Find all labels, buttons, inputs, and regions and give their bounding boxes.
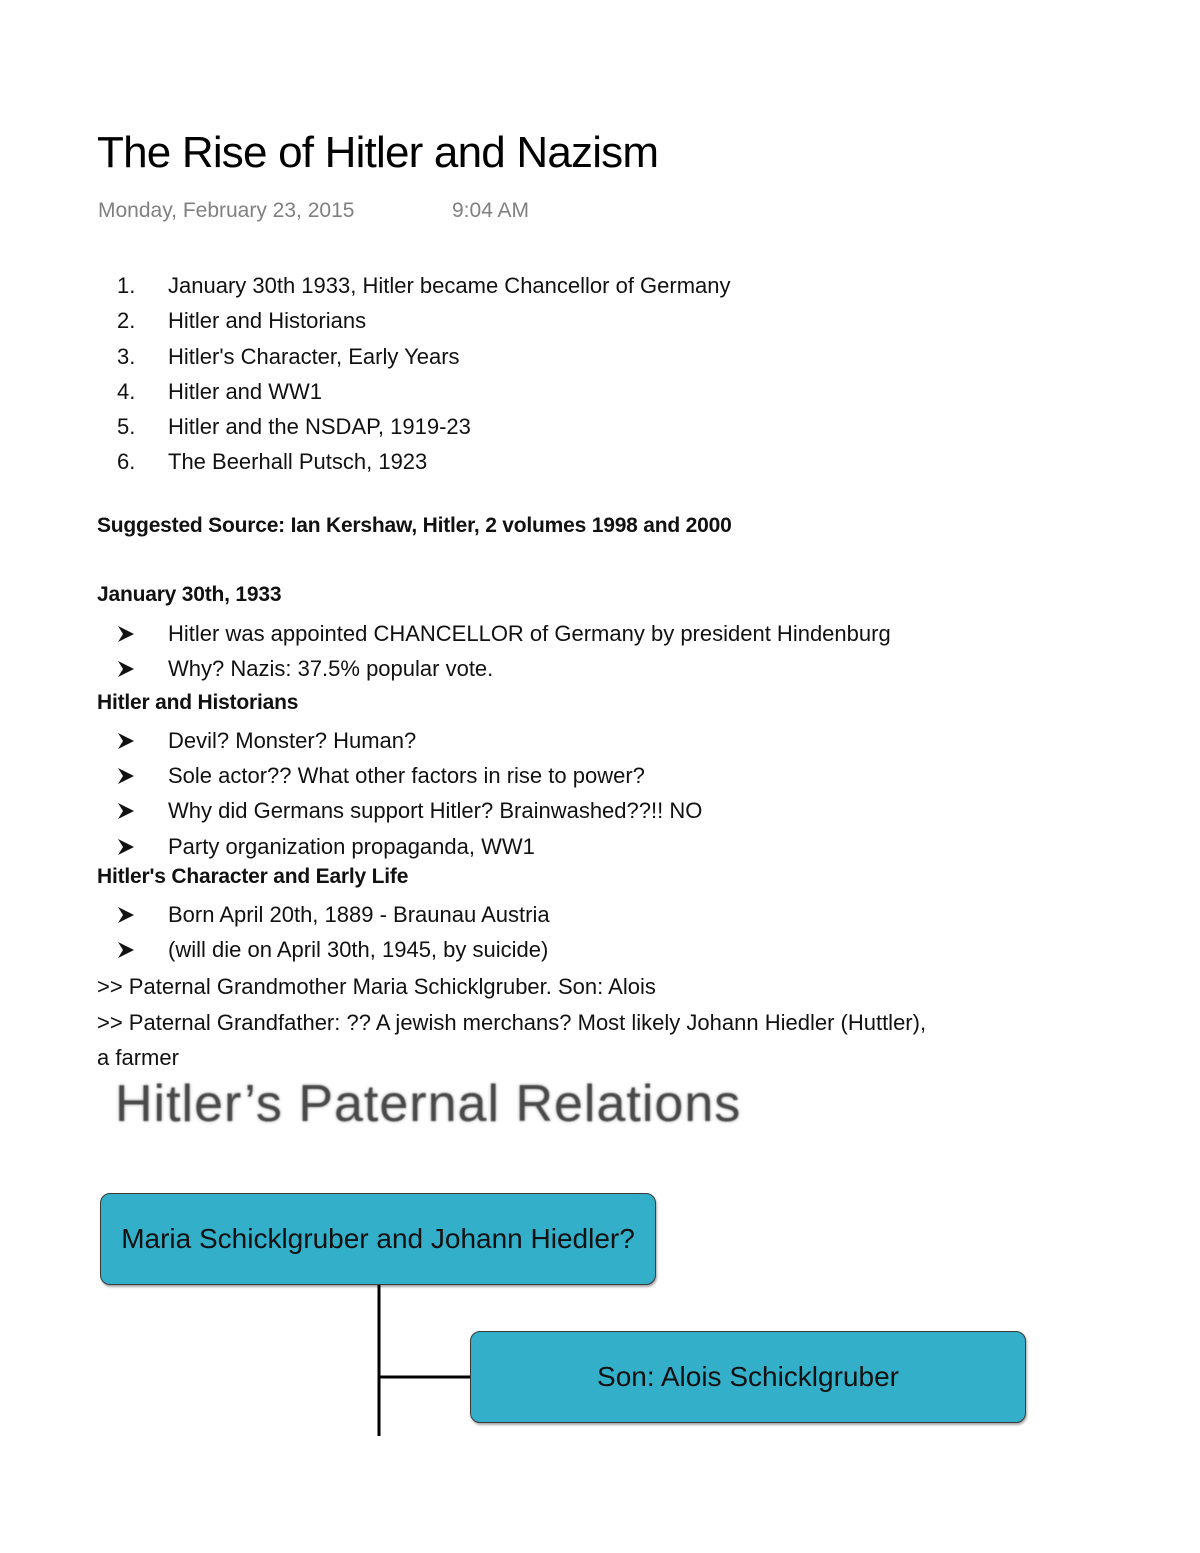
section-heading: Hitler's Character and Early Life xyxy=(97,865,409,888)
outline-text: The Beerhall Putsch, 1923 xyxy=(168,449,428,475)
outline-number: 2. xyxy=(117,308,136,334)
bullet-text: (will die on April 30th, 1945, by suicide) xyxy=(168,937,549,963)
bullet-text: Party organization propaganda, WW1 xyxy=(168,833,535,859)
diagram-parent-box xyxy=(100,1193,656,1285)
bullet-text: Devil? Monster? Human? xyxy=(168,728,417,753)
outline-text: Hitler and WW1 xyxy=(168,378,323,404)
section-heading: January 30th, 1933 xyxy=(97,583,282,606)
outline-number: 4. xyxy=(117,378,136,404)
arrow-bullet-icon xyxy=(116,767,136,785)
page-time: 9:04 AM xyxy=(452,199,530,222)
diagram-child-box xyxy=(470,1331,1026,1423)
page-title: The Rise of Hitler and Nazism xyxy=(97,128,659,177)
outline-number: 3. xyxy=(117,343,136,369)
bullet-text: Why did Germans support Hitler? Brainwashed??!! NO xyxy=(168,798,703,824)
diagram-parent-label: Maria Schicklgruber and Johann Hiedler? xyxy=(121,1223,635,1254)
paragraph-continuation: a farmer xyxy=(97,1045,179,1070)
arrow-bullet-icon xyxy=(116,802,136,820)
arrow-bullet-icon xyxy=(116,838,136,856)
paragraph-grandfather: >> Paternal Grandfather: ?? A jewish merchans? Most likely Johann Hiedler (Huttler), xyxy=(97,1010,927,1035)
arrow-bullet-icon xyxy=(116,660,136,678)
section-heading: Hitler and Historians xyxy=(97,691,299,714)
outline-number: 5. xyxy=(117,414,136,440)
page-date: Monday, February 23, 2015 xyxy=(98,199,355,222)
bullet-text: Why? Nazis: 37.5% popular vote. xyxy=(168,656,494,682)
paragraph-grandmother: >> Paternal Grandmother Maria Schicklgruber. Son: Alois xyxy=(97,974,656,999)
bullet-text: Sole actor?? What other factors in rise to power? xyxy=(168,763,645,789)
outline-text: Hitler's Character, Early Years xyxy=(168,343,460,369)
outline-text: January 30th 1933, Hitler became Chancellor of Germany xyxy=(168,273,731,298)
bullet-text: Hitler was appointed CHANCELLOR of Germany by president Hindenburg xyxy=(168,621,891,646)
arrow-bullet-icon xyxy=(116,732,136,750)
outline-text: Hitler and Historians xyxy=(168,308,367,334)
outline-text: Hitler and the NSDAP, 1919-23 xyxy=(168,414,471,440)
arrow-bullet-icon xyxy=(116,906,136,924)
outline-number: 1. xyxy=(117,273,136,298)
diagram-title: Hitler’s Paternal Relations xyxy=(115,1075,742,1133)
outline-number: 6. xyxy=(117,449,136,475)
diagram-child-label: Son: Alois Schicklgruber xyxy=(597,1361,899,1392)
arrow-bullet-icon xyxy=(116,625,136,643)
bullet-text: Born April 20th, 1889 - Braunau Austria xyxy=(168,902,550,927)
suggested-source: Suggested Source: Ian Kershaw, Hitler, 2 volumes 1998 and 2000 xyxy=(97,514,732,537)
arrow-bullet-icon xyxy=(116,941,136,959)
